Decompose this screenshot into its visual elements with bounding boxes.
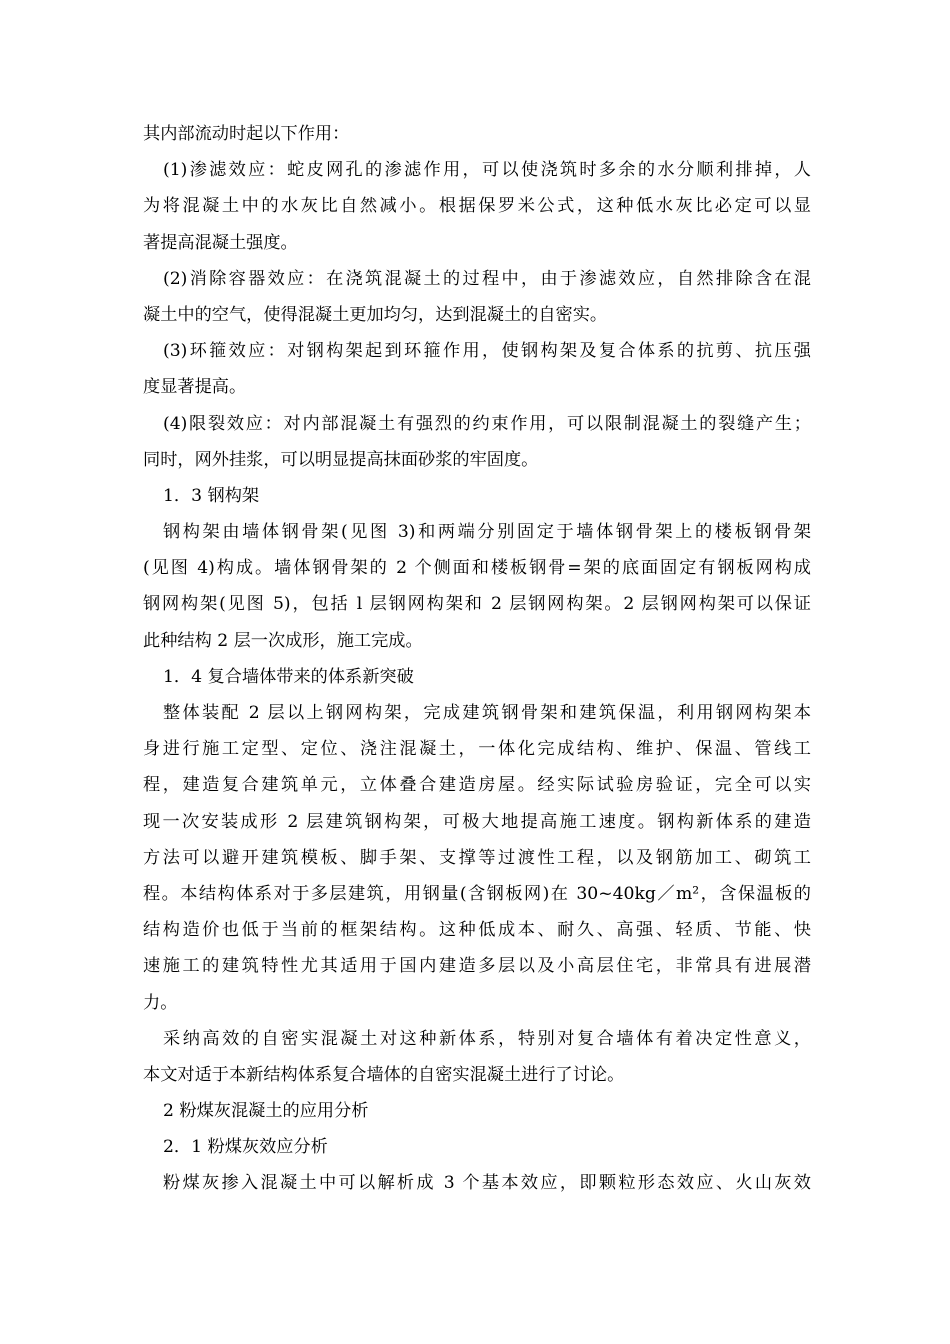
text-line: 速施工的建筑特性尤其适用于国内建造多层以及小高层住宅，非常具有进展潜 bbox=[143, 956, 811, 977]
text-line: 粉煤灰掺入混凝土中可以解析成 3 个基本效应，即颗粒形态效应、火山灰效 bbox=[163, 1173, 811, 1194]
text-line: 凝土中的空气，使得混凝土更加均匀，达到混凝土的自密实。 bbox=[143, 304, 608, 325]
text-line: 采纳高效的自密实混凝土对这种新体系，特别对复合墙体有着决定性意义， bbox=[163, 1028, 811, 1049]
text-line: 钢构架由墙体钢骨架(见图 3)和两端分别固定于墙体钢骨架上的楼板钢骨架 bbox=[163, 522, 811, 543]
text-line: 本文对适于本新结构体系复合墙体的自密实混凝土进行了讨论。 bbox=[143, 1064, 625, 1085]
text-line: 其内部流动时起以下作用： bbox=[143, 124, 350, 144]
text-line: 方法可以避开建筑模板、脚手架、支撑等过渡性工程，以及钢筋加工、砌筑工 bbox=[143, 847, 811, 868]
text-line: 力。 bbox=[143, 992, 178, 1013]
text-line: 2．1 粉煤灰效应分析 bbox=[163, 1137, 328, 1158]
text-line: (4)限裂效应：对内部混凝土有强烈的约束作用，可以限制混凝土的裂缝产生； bbox=[163, 413, 811, 434]
text-line: 1．4 复合墙体带来的体系新突破 bbox=[163, 666, 414, 687]
text-line: 著提高混凝土强度。 bbox=[143, 232, 298, 253]
text-line: 为将混凝土中的水灰比自然减小。根据保罗米公式，这种低水灰比必定可以显 bbox=[143, 196, 811, 217]
text-line: (3)环箍效应：对钢构架起到环箍作用，使钢构架及复合体系的抗剪、抗压强 bbox=[163, 341, 811, 362]
text-line: 1．3 钢构架 bbox=[163, 485, 260, 506]
text-line: 程。本结构体系对于多层建筑，用钢量(含钢板网)在 30~40kg／m²，含保温板的 bbox=[143, 883, 811, 904]
text-line: 此种结构 2 层一次成形，施工完成。 bbox=[143, 630, 423, 651]
text-line: 同时，网外挂浆，可以明显提高抹面砂浆的牢固度。 bbox=[143, 449, 539, 470]
document-page bbox=[143, 116, 811, 1202]
text-line: 程，建造复合建筑单元，立体叠合建造房屋。经实际试验房验证，完全可以实 bbox=[143, 775, 811, 796]
text-line: 度显著提高。 bbox=[143, 377, 247, 398]
text-line: 2 粉煤灰混凝土的应用分析 bbox=[163, 1101, 369, 1122]
text-line: (1)渗滤效应：蛇皮网孔的渗滤作用，可以使浇筑时多余的水分顺利排掉，人 bbox=[163, 160, 811, 181]
text-line: 现一次安装成形 2 层建筑钢构架，可极大地提高施工速度。钢构新体系的建造 bbox=[143, 811, 811, 832]
text-line: (见图 4)构成。墙体钢骨架的 2 个侧面和楼板钢骨=架的底面固定有钢板网构成 bbox=[143, 558, 811, 579]
text-line: 身进行施工定型、定位、浇注混凝土，一体化完成结构、维护、保温、管线工 bbox=[143, 739, 811, 760]
text-line: 结构造价也低于当前的框架结构。这种低成本、耐久、高强、轻质、节能、快 bbox=[143, 920, 811, 941]
text-line: 整体装配 2 层以上钢网构架，完成建筑钢骨架和建筑保温，利用钢网构架本 bbox=[163, 703, 811, 723]
text-line: (2)消除容器效应：在浇筑混凝土的过程中，由于渗滤效应，自然排除含在混 bbox=[163, 268, 811, 289]
text-line: 钢网构架(见图 5)，包括 l 层钢网构架和 2 层钢网构架。2 层钢网构架可以保证 bbox=[143, 594, 811, 615]
